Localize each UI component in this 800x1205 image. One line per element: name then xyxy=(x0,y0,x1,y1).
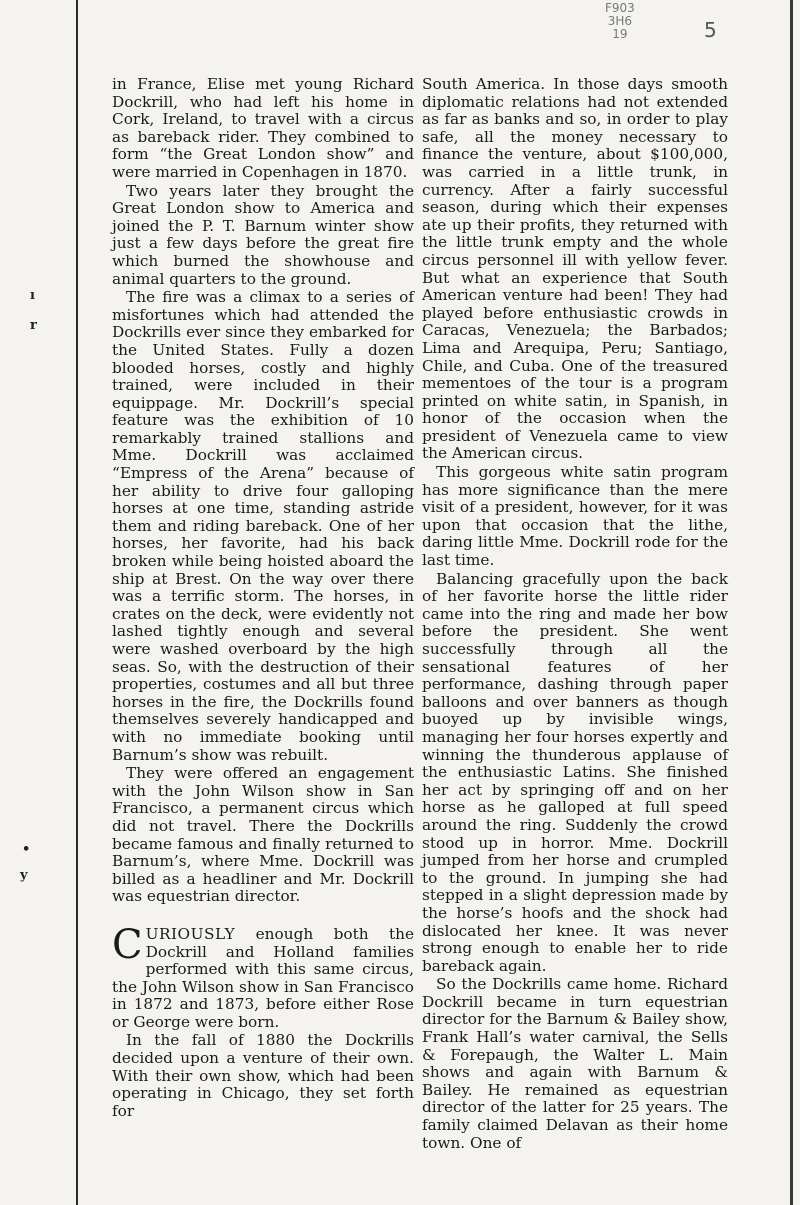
margin-mark: ı xyxy=(30,288,35,303)
page-edge-left xyxy=(76,0,78,1205)
margin-mark: y xyxy=(20,868,28,883)
paragraph: They were offered an engagement with the John Wilson show in San Francisco, a permanent circus which did not travel. There the Dockrills became famous and finally returned to Barnum’s, where Mme. Dockrill was billed as a headliner and Mr. Dockrill was equestrian director. xyxy=(112,764,414,906)
paragraph: Balancing gracefully upon the back of her favorite horse the little rider came into the ring and made her bow before the president. She went successfully through all the sensational features of her performance, dashing through paper balloons and over banners as though buoyed up by invisible wings, managing her four horses expertly and winning the thunderous applause of the enthusiastic Latins. She finished her act by springing off and on her horse as he galloped at full speed around the ring. Suddenly the crowd stood up in horror. Mme. Dockrill jumped from her horse and crumpled to the ground. In jumping she had stepped in a slight depression made by the horse’s hoofs and the shock had dislocated her knee. It was never strong enough to enable her to ride bareback again. xyxy=(422,569,728,975)
paragraph: In the fall of 1880 the Dockrills decided upon a venture of their own. With their own show, which had been operating in Chicago, they set forth for xyxy=(112,1031,414,1120)
paragraph-text: enough both the Dockrill and Holland families performed with this same circus, the John Wilson show in San Francisco in 1872 and 1873, before either Rose or George were born. xyxy=(112,924,414,1031)
right-column xyxy=(422,76,728,1152)
paragraph: South America. In those days smooth diplomatic relations had not extended as far as banks and so, in order to play safe, all the money necessary to finance the venture, about $100,000, was carried in a little trunk, in currency. After a fairly successful season, during which their expenses ate up their profits, they returned with the little trunk empty and the whole circus personnel ill with yellow fever. But what an experience that South American venture had been! They had played before enthusiastic crowds in Caracas, Venezuela; the Barbados; Lima and Arequipa, Peru; Santiago, Chile, and Cuba. One of the treasured mementoes of the tour is a program printed on white satin, in Spanish, in honor of the occasion when the president of Venezuela came to view the American circus. xyxy=(422,75,728,463)
reference-line-3: 19 xyxy=(612,27,628,41)
paragraph: This gorgeous white satin program has more significance than the mere visit of a president, however, for it was upon that occasion that the lithe, daring little Mme. Dockrill rode for the last time. xyxy=(422,463,728,570)
paragraph: So the Dockrills came home. Richard Dockrill became in turn equestrian director for the Barnum & Bailey show, Frank Hall’s water carnival, the Sells & Forepaugh, the Walter L. Main shows and again with Barnum & Bailey. He remained as equestrian director of the latter for 25 years. The family claimed Delavan as their home town. One of xyxy=(422,975,728,1152)
reference-line-1: F903 xyxy=(605,1,635,15)
paragraph: in France, Elise met young Richard Dockrill, who had left his home in Cork, Ireland, to travel with a circus as bareback rider. They combined to form “the Great London show” and were married in Copenhagen in 1870. xyxy=(112,75,414,181)
margin-mark: • xyxy=(22,842,31,857)
lead-in-caps: URIOUSLY xyxy=(145,924,236,943)
reference-line-2: 3H6 xyxy=(607,14,633,28)
section-opening-paragraph xyxy=(112,921,414,1032)
page-number: 5 xyxy=(704,18,717,42)
drop-cap: C xyxy=(112,921,143,968)
handwritten-reference xyxy=(605,2,635,41)
page-edge-right xyxy=(790,0,793,1205)
paragraph: Two years later they brought the Great London show to America and joined the P. T. Barnum winter show just a few days before the great fire which burned the showhouse and animal quarters to the ground. xyxy=(112,181,414,288)
margin-mark: r xyxy=(30,318,37,333)
left-column xyxy=(112,76,414,1120)
paragraph: The fire was a climax to a series of misfortunes which had attended the Dockrills ever since they embarked for the United States. Fully a dozen blooded horses, costly and highly trained, were included in their equippage. Mr. Dockrill’s special feature was the exhibition of 10 remarkably trained stallions and Mme. Dockrill was acclaimed “Empress of the Arena” because of her ability to drive four galloping horses at one time, standing astride them and riding bareback. One of her horses, her favorite, had his back broken while being hoisted aboard the ship at Brest. On the way over there was a terrific storm. The horses, in crates on the deck, were evidently not lashed tightly enough and several were washed overboard by the high seas. So, with the destruction of their properties, costumes and all but three horses in the fire, the Dockrills found themselves severely handicapped and with no immediate booking until Barnum’s show was rebuilt. xyxy=(112,288,414,764)
